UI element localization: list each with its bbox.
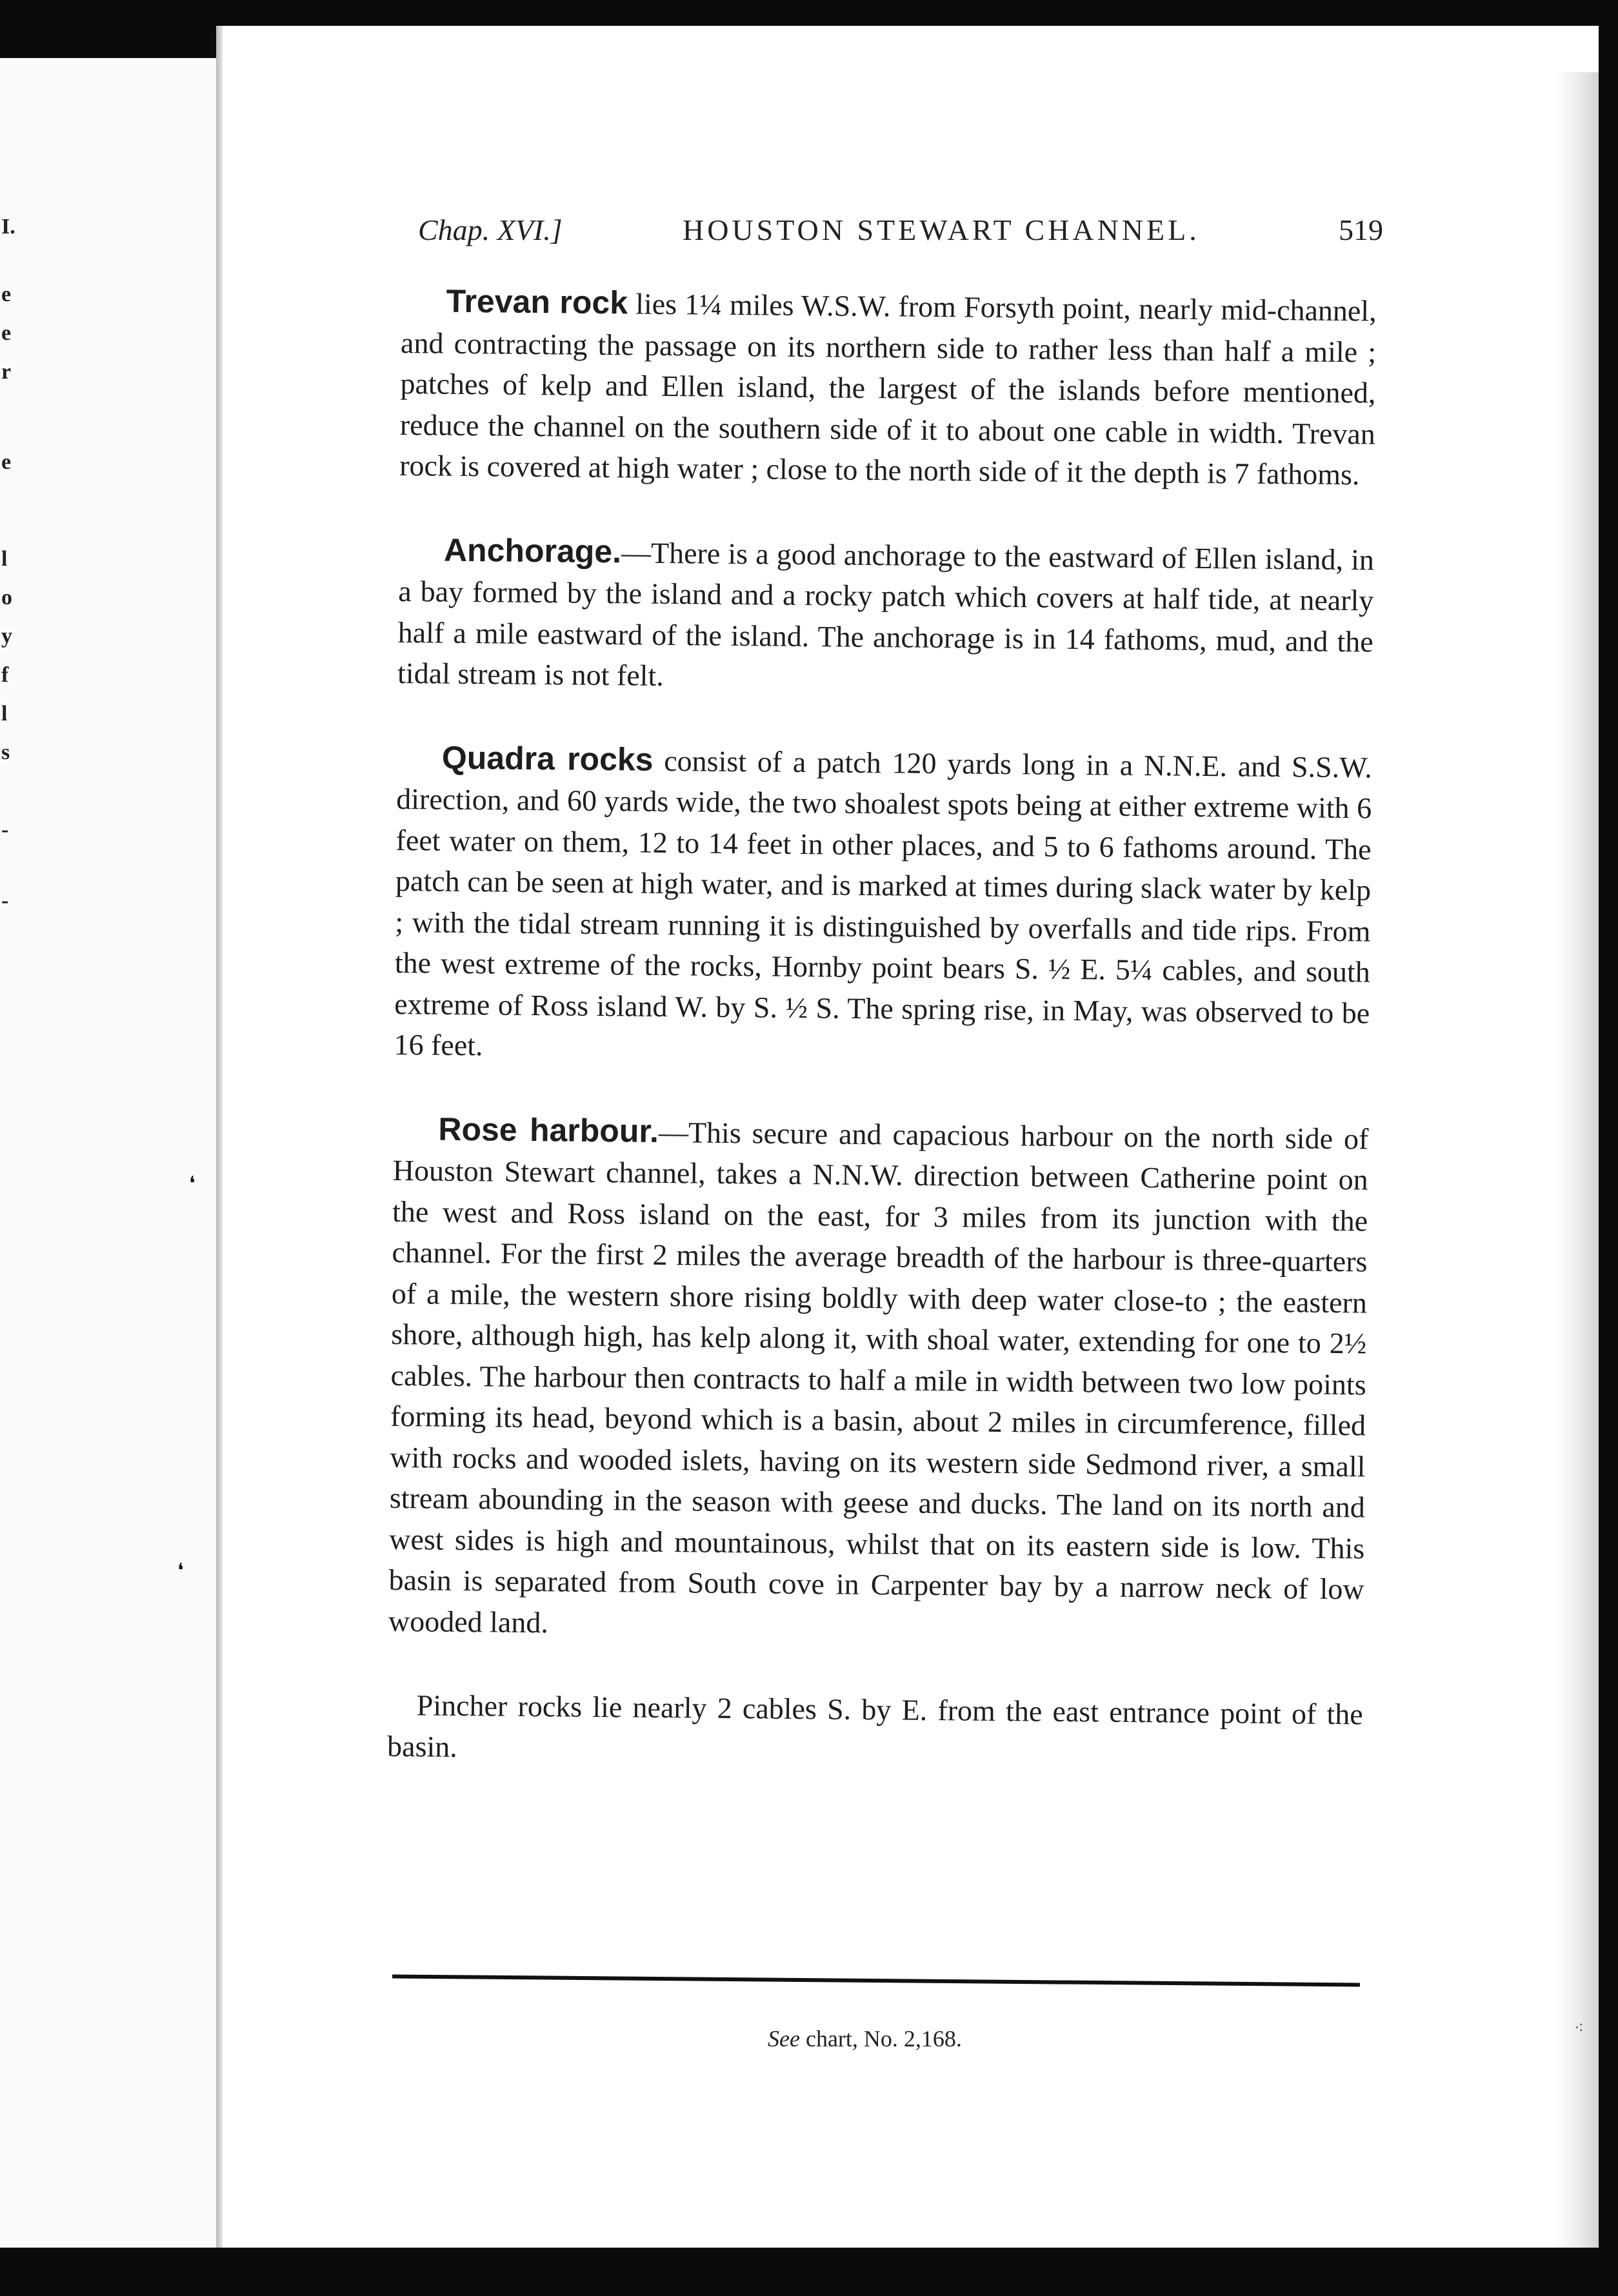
paragraph-text: Pincher rocks lie nearly 2 cables S. by E. from the east entrance point of the basin. [386,1688,1363,1763]
paragraph-trevan-rock [399,281,1377,495]
left-page-fragment: e [1,321,12,345]
left-page-fragment: y [1,624,12,648]
scan-artifact-icon: ⁖ [1574,2019,1584,2037]
paragraph-heading: Quadra rocks [441,739,654,778]
ink-speck-icon: ❛ [177,1560,184,1581]
paragraph-heading: Rose harbour. [438,1111,659,1149]
running-title: HOUSTON STEWART CHANNEL. [683,213,1200,246]
left-page-fragment: f [1,663,9,687]
paragraph-text: —There is a good anchorage to the eastward of Ellen island, in a bay formed by the island and a rocky patch which covers at half tide, at nearly half a mile eastward of the island. The anchorage is in 14 fathoms, mud, and the tidal stream is not felt. [397,535,1375,692]
left-page-fragment: I. [1,215,15,239]
chart-reference-see: See [768,2026,800,2052]
ink-speck-icon: ❛ [189,1173,195,1194]
left-page-fragment: r [1,360,12,384]
scan-bottom-border [0,2248,1618,2296]
paragraph-heading: Anchorage. [443,531,622,569]
paragraph-heading: Trevan rock [446,282,628,321]
left-page-fragment: - [1,818,9,842]
scan-right-border [1599,0,1618,2296]
chart-reference [768,2025,962,2052]
chapter-label: Chap. XVI.] [418,213,563,246]
left-page-fragment: - [1,889,9,913]
left-page-fragment: s [1,740,10,764]
body-text [387,281,1377,1776]
paragraph-text: consist of a patch 120 yards long in a N.N.E. and S.S.W. direction, and 60 yards wide, the two shoalest spots being at either extreme with 6 feet water on them, 12 to 14 feet in other places, and 5 to 6 fathoms around. The patch can be seen at high water, and is marked at times during slack water by kelp ; with the tidal stream running it is distinguished by overfalls and tide rips. From the west extreme of the rocks, Hornby point bears S. ½ E. 5¼ cables, and south extreme of Ross island W. by S. ½ S. The spring rise, in May, was observed to be 16 feet. [394,744,1373,1062]
paragraph-rose-harbour [388,1108,1369,1650]
page-number: 519 [1339,213,1383,246]
left-page-fragment: l [1,702,8,726]
running-header [418,213,1383,258]
paragraph-quadra-rocks [394,737,1372,1074]
paragraph-anchorage [397,529,1374,703]
left-page-fragment: e [1,450,12,474]
book-gutter [216,26,223,2251]
left-page-fragment: o [1,586,12,609]
paragraph-pincher-rocks [387,1685,1363,1776]
page-right-shadow [1555,72,1599,2248]
paragraph-text: —This secure and capacious harbour on the north side of Houston Stewart channel, takes a N.N.W. direction between Catherine point on the west and Ross island on the east, for 3 miles from its junction with the channel. For the first 2 miles the average breadth of the harbour is three-quarters of a mile, the western shore rising boldly with deep water close-to ; the eastern shore, although high, has kelp along it, with shoal water, extending for one to 2½ cables. The harbour then contracts to half a mile in width between two low points forming its head, beyond which is a basin, about 2 miles in circumference, filled with rocks and wooded islets, having on its western side Sedmond river, a small stream abounding in the season with geese and ducks. The land on its north and west sides is high and mountainous, whilst that on its eastern side is low. This basin is separated from South cove in Carpenter bay by a narrow neck of low wooded land. [388,1115,1369,1639]
left-page-fragment: e [1,282,12,306]
left-page-edge [0,58,216,2251]
chart-reference-number: chart, No. 2,168. [805,2026,962,2052]
paragraph-text: lies 1¼ miles W.S.W. from Forsyth point, nearly mid-channel, and contracting the passage on its northern side to rather less than half a mile ; patches of kelp and Ellen island, the largest of the islands before mentioned, reduce the channel on the southern side of it to about one cable in width. Trevan rock is covered at high water ; close to the north side of it the depth is 7 fathoms. [399,287,1377,491]
left-page-fragment: l [1,547,8,571]
